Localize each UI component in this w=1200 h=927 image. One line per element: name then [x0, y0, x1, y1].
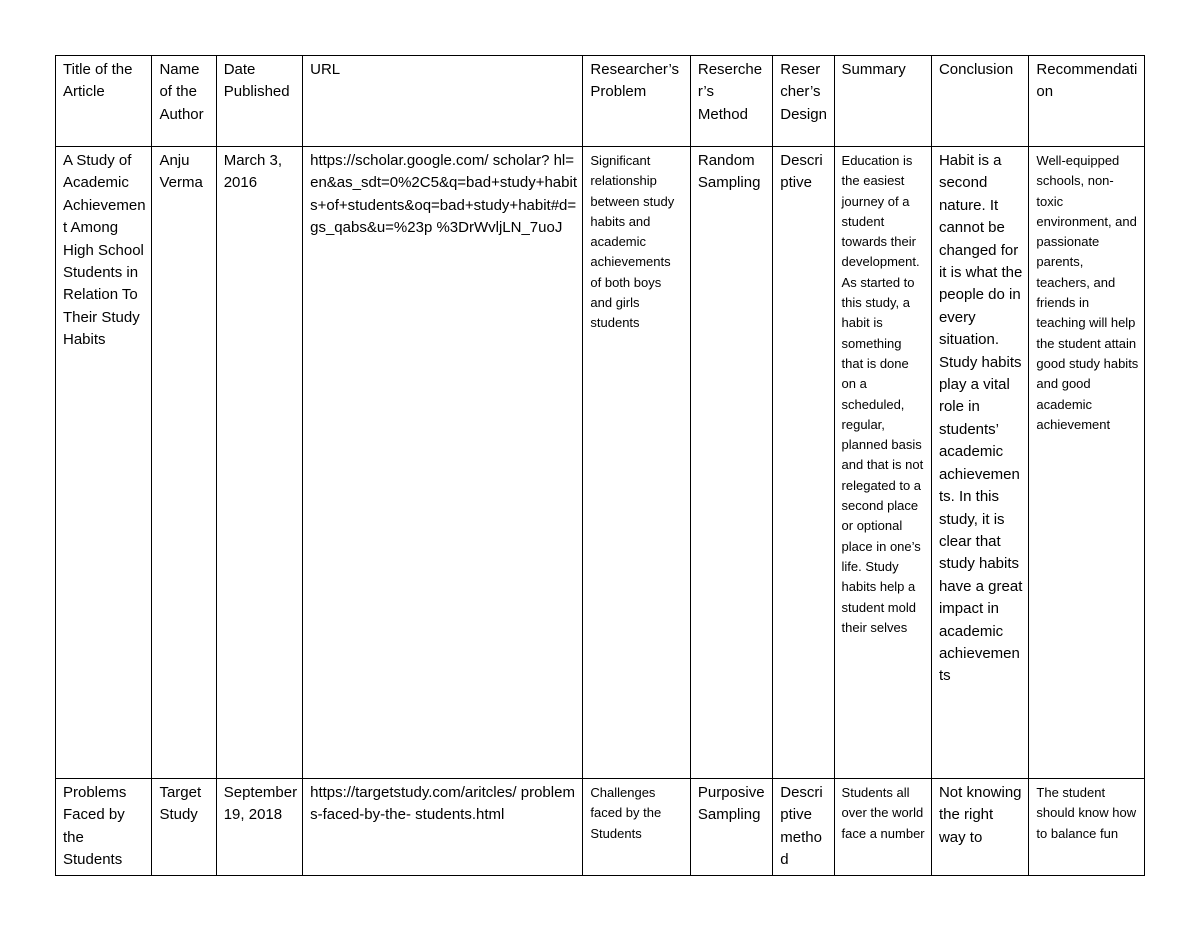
cell-design: Descriptive method	[773, 779, 834, 876]
literature-matrix-table	[55, 55, 1145, 876]
header-cell-summary: Summary	[834, 56, 931, 147]
cell-title: A Study of Academic Achievement Among High School Students in Relation To Their Study Habits	[56, 147, 152, 779]
header-cell-problem: Researcher’s Problem	[583, 56, 690, 147]
cell-conclusion: Not knowing the right way to	[931, 779, 1028, 876]
table-row	[56, 779, 1145, 876]
cell-summary: Students all over the world face a number	[834, 779, 931, 876]
header-cell-title: Title of the Article	[56, 56, 152, 147]
cell-title: Problems Faced by the Students	[56, 779, 152, 876]
cell-date: September 19, 2018	[216, 779, 302, 876]
cell-url: https://scholar.google.com/ scholar? hl=en&as_sdt=0%2C5&q=bad+study+habits+of+students&oq=bad+study+habit#d=gs_qabs&u=%23p %3DrWvljLN_7uoJ	[303, 147, 583, 779]
cell-conclusion: Habit is a second nature. It cannot be changed for it is what the people do in every situation. Study habits play a vital role in students’ academic achievements. In this study, it is clear that study habits have a great impact in academic achievements	[931, 147, 1028, 779]
cell-method: Purposive Sampling	[690, 779, 772, 876]
table-row	[56, 147, 1145, 779]
cell-summary: Education is the easiest journey of a student towards their development. As started to this study, a habit is something that is done on a scheduled, regular, planned basis and that is not relegated to a second place or optional place in one’s life. Study habits help a student mold their selves	[834, 147, 931, 779]
cell-method: Random Sampling	[690, 147, 772, 779]
cell-date: March 3, 2016	[216, 147, 302, 779]
cell-problem: Significant relationship between study habits and academic achievements of both boys and girls students	[583, 147, 690, 779]
header-cell-method: Reserche r’s Method	[690, 56, 772, 147]
cell-url: https://targetstudy.com/aritcles/ problems-faced-by-the- students.html	[303, 779, 583, 876]
cell-author: Anju Verma	[152, 147, 216, 779]
header-cell-recommendation: Recommendation	[1029, 56, 1145, 147]
header-cell-url: URL	[303, 56, 583, 147]
cell-recommendation: The student should know how to balance fun	[1029, 779, 1145, 876]
cell-problem: Challenges faced by the Students	[583, 779, 690, 876]
header-cell-conclusion: Conclusion	[931, 56, 1028, 147]
header-cell-date: Date Published	[216, 56, 302, 147]
cell-design: Descriptive	[773, 147, 834, 779]
header-cell-design: Reser cher’s Design	[773, 56, 834, 147]
header-row	[56, 56, 1145, 147]
header-cell-author: Name of the Author	[152, 56, 216, 147]
cell-recommendation: Well-equipped schools, non-toxic environment, and passionate parents, teachers, and friends in teaching will help the student attain good study habits and good academic achievement	[1029, 147, 1145, 779]
cell-author: Target Study	[152, 779, 216, 876]
